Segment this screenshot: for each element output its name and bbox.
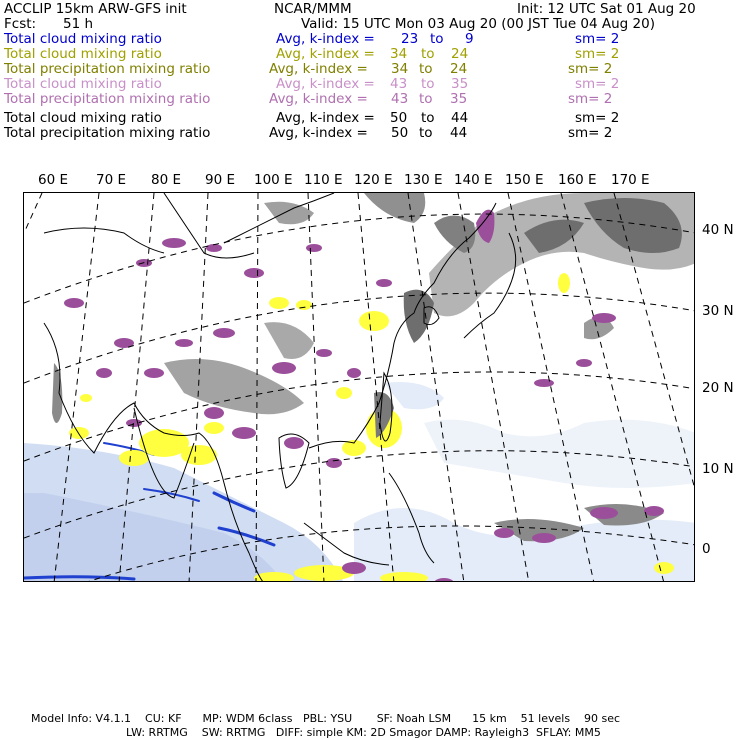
lon-label: 90 E (205, 172, 235, 188)
field-smooth: sm= 2 (568, 61, 613, 77)
field-smooth: sm= 2 (568, 91, 613, 107)
lon-label: 70 E (96, 172, 126, 188)
field-k-start: 50 (391, 125, 409, 141)
field-to: to (419, 61, 433, 77)
forecast-hour: 51 h (63, 16, 94, 32)
field-k-start: 43 (391, 91, 409, 107)
lon-label: 120 E (354, 172, 393, 188)
field-avg: Avg, k-index = (269, 125, 368, 141)
field-to: to (421, 76, 435, 92)
lon-label: 160 E (558, 172, 597, 188)
lon-label: 100 E (254, 172, 293, 188)
field-k-end: 24 (450, 61, 468, 77)
field-to: to (421, 110, 435, 126)
light-blue-cloud-layer (24, 382, 695, 582)
map-canvas (24, 193, 695, 582)
field-k-end: 35 (451, 76, 469, 92)
field-name: Total cloud mixing ratio (4, 110, 162, 126)
field-to: to (430, 31, 444, 47)
field-to: to (419, 91, 433, 107)
lat-label: 40 N (702, 222, 734, 238)
lon-label: 110 E (304, 172, 343, 188)
map-frame (23, 192, 695, 582)
field-avg: Avg, k-index = (276, 46, 375, 62)
field-k-end: 35 (450, 91, 468, 107)
field-smooth: sm= 2 (575, 110, 620, 126)
field-avg: Avg, k-index = (269, 61, 368, 77)
lat-label: 30 N (702, 303, 734, 319)
field-name: Total precipitation mixing ratio (4, 61, 211, 77)
lat-label: 20 N (702, 380, 734, 396)
field-k-start: 50 (390, 110, 408, 126)
forecast-label: Fcst: (4, 16, 37, 32)
field-k-end: 9 (465, 31, 474, 47)
field-smooth: sm= 2 (575, 31, 620, 47)
field-k-start: 23 (401, 31, 419, 47)
valid-time: Valid: 15 UTC Mon 03 Aug 20 (00 JST Tue 04 Aug 20) (301, 16, 655, 32)
field-smooth: sm= 2 (568, 125, 613, 141)
model-title: ACCLIP 15km ARW-GFS init (4, 1, 187, 17)
lon-label: 80 E (151, 172, 181, 188)
field-avg: Avg, k-index = (269, 91, 368, 107)
field-avg: Avg, k-index = (276, 76, 375, 92)
model-info-line2: LW: RRTMG SW: RRTMG DIFF: simple KM: 2D Smagor DAMP: Rayleigh3 SFLAY: MM5 (126, 726, 601, 739)
field-k-end: 44 (450, 125, 468, 141)
field-k-start: 34 (391, 61, 409, 77)
field-name: Total precipitation mixing ratio (4, 91, 211, 107)
lon-label: 130 E (404, 172, 443, 188)
lat-label: 10 N (702, 461, 734, 477)
field-k-start: 34 (390, 46, 408, 62)
field-k-start: 43 (390, 76, 408, 92)
field-name: Total precipitation mixing ratio (4, 125, 211, 141)
field-avg: Avg, k-index = (276, 31, 375, 47)
init-time: Init: 12 UTC Sat 01 Aug 20 (517, 1, 696, 17)
field-name: Total cloud mixing ratio (4, 46, 162, 62)
center-name: NCAR/MMM (274, 1, 352, 17)
field-k-end: 44 (451, 110, 469, 126)
lat-label: 0 (702, 541, 711, 557)
field-smooth: sm= 2 (575, 46, 620, 62)
field-to: to (421, 46, 435, 62)
field-name: Total cloud mixing ratio (4, 31, 162, 47)
field-avg: Avg, k-index = (276, 110, 375, 126)
field-to: to (419, 125, 433, 141)
field-smooth: sm= 2 (575, 76, 620, 92)
model-info-line1: Model Info: V4.1.1 CU: KF MP: WDM 6class PBL: YSU SF: Noah LSM 15 km 51 levels 90 sec (31, 712, 621, 725)
lon-label: 170 E (611, 172, 650, 188)
lon-label: 140 E (454, 172, 493, 188)
lon-label: 60 E (38, 172, 68, 188)
field-k-end: 24 (451, 46, 469, 62)
lon-label: 150 E (505, 172, 544, 188)
field-name: Total cloud mixing ratio (4, 76, 162, 92)
